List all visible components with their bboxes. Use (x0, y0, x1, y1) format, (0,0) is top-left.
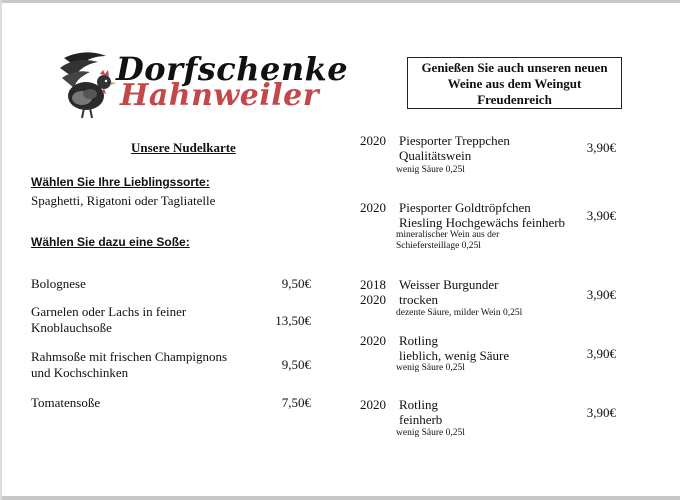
wine-price: 3,90€ (586, 287, 616, 302)
announcement-line: Genießen Sie auch unseren neuen (421, 60, 608, 75)
pasta-type-heading: Wählen Sie Ihre Lieblingssorte: (31, 175, 210, 189)
dish-price: 13,50€ (275, 313, 311, 328)
bottom-border (0, 496, 680, 500)
wine-note: mineralischer Wein aus der (396, 230, 500, 240)
wine-name: Qualitätswein (399, 148, 472, 163)
wine-price: 3,90€ (586, 405, 616, 420)
wine-year: 2020 (360, 333, 386, 348)
wine-note: Schiefersteillage 0,25l (396, 241, 481, 251)
logo (56, 48, 349, 120)
wine-year: 2018 (360, 277, 386, 292)
wine-note: dezente Säure, milder Wein 0,25l (396, 308, 523, 318)
wine-item (360, 133, 620, 178)
pasta-types: Spaghetti, Rigatoni oder Tagliatelle (31, 193, 216, 208)
wine-name: Piesporter Goldtröpfchen (399, 200, 531, 215)
dish-name: Tomatensoße (31, 395, 101, 410)
wine-year: 2020 (360, 292, 386, 307)
wine-item (360, 277, 620, 322)
dish-item (31, 349, 311, 383)
wine-name: lieblich, wenig Säure (399, 348, 510, 363)
logo-text-hahnweiler: Hahnweiler (120, 78, 320, 113)
pasta-menu-title: Unsere Nudelkarte (131, 140, 236, 155)
wine-name: trocken (399, 292, 438, 307)
logo-text-dorfschenke: Dorfschenke (116, 50, 349, 88)
dish-item (31, 276, 311, 294)
wine-note: wenig Säure 0,25l (396, 428, 465, 438)
left-border (0, 0, 2, 500)
sauce-heading: Wählen Sie dazu eine Soße: (31, 235, 190, 249)
wine-item (360, 397, 620, 442)
wine-name: Rotling (399, 333, 439, 348)
dish-price: 9,50€ (281, 276, 311, 291)
announcement-line: Freudenreich (477, 92, 552, 107)
wine-name: Rotling (399, 397, 439, 412)
wine-name: Piesporter Treppchen (399, 133, 510, 148)
wine-name: Weisser Burgunder (399, 277, 499, 292)
wine-name: feinherb (399, 412, 443, 427)
wine-price: 3,90€ (586, 140, 616, 155)
dish-price: 9,50€ (281, 357, 311, 372)
announcement-line: Weine aus dem Weingut (447, 76, 582, 91)
dish-item (31, 304, 311, 338)
wine-item (360, 333, 620, 378)
dish-name: Bolognese (31, 276, 86, 291)
dish-price: 7,50€ (281, 395, 311, 410)
wine-year: 2020 (360, 397, 386, 412)
wine-announcement-box (407, 57, 622, 109)
wine-price: 3,90€ (586, 346, 616, 361)
wine-year: 2020 (360, 200, 386, 215)
wine-price: 3,90€ (586, 208, 616, 223)
dish-name: Garnelen oder Lachs in feiner Knoblauchsoße (31, 304, 187, 335)
top-border (0, 0, 680, 3)
wine-name: Riesling Hochgewächs feinherb (399, 215, 566, 230)
wine-note: wenig Säure 0,25l (396, 165, 465, 175)
wine-year: 2020 (360, 133, 386, 148)
wine-note: wenig Säure 0,25l (396, 363, 465, 373)
dish-item (31, 395, 311, 413)
dish-name: Rahmsoße mit frischen Champignons und Kochschinken (31, 349, 228, 380)
wine-item (360, 200, 620, 252)
